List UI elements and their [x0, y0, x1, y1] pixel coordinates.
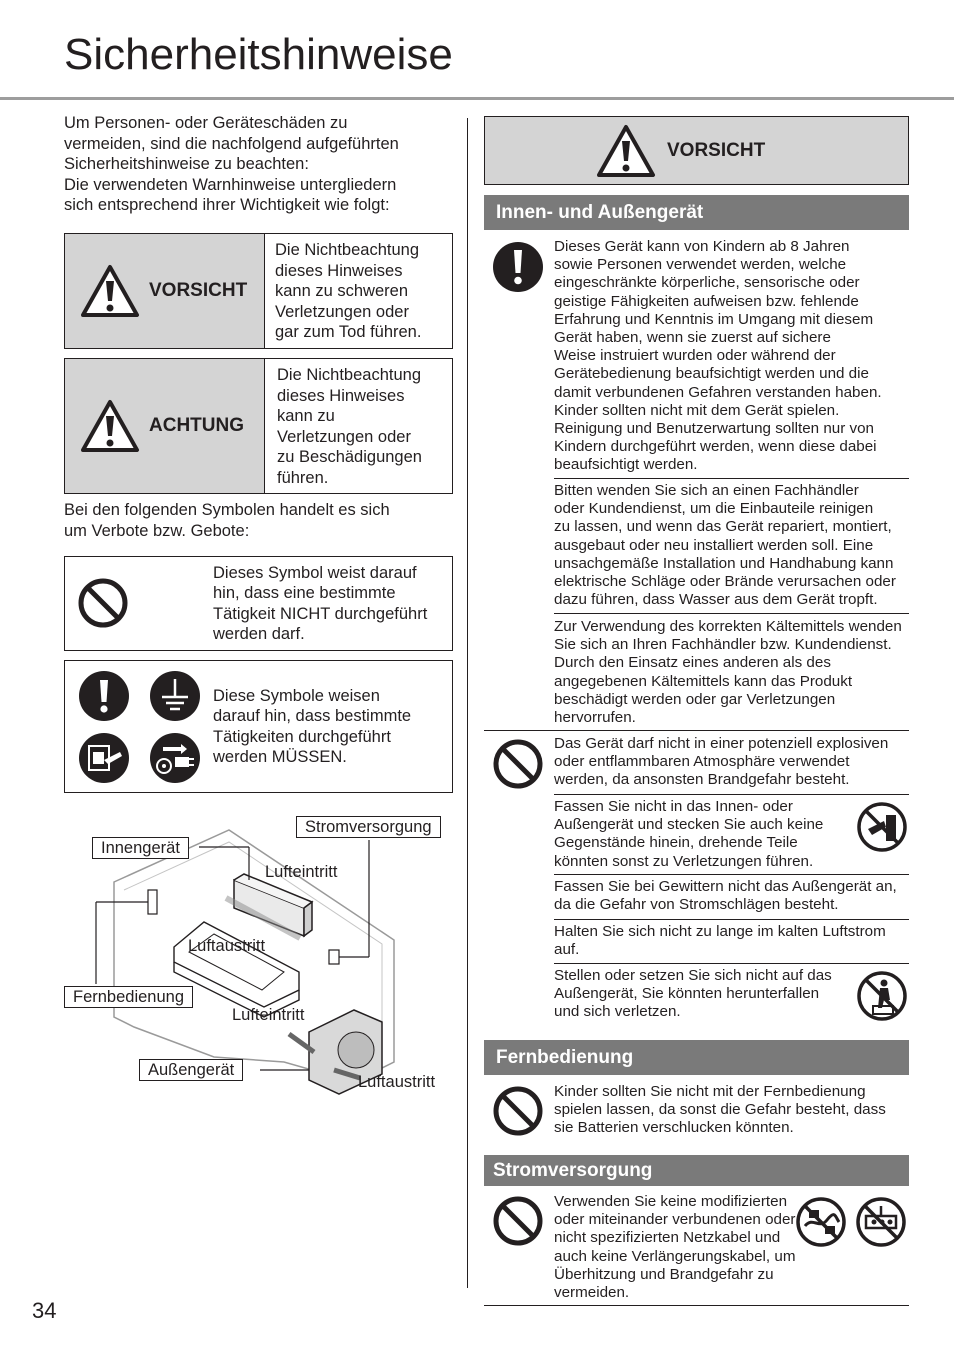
page-title: Sicherheitshinweise	[64, 30, 453, 79]
warning-triangle-icon	[79, 263, 141, 319]
text-line: da die Gefahr von Stromschlägen besteht.	[554, 896, 839, 914]
text-line: angegebenen Kältemittels kann das Produkt	[554, 672, 853, 690]
hint-refrigerant	[554, 618, 910, 727]
text-line: dieses Hinweises	[275, 261, 403, 280]
text-line: auf.	[554, 941, 580, 959]
text-line: Tätigkeiten durchgeführt	[213, 727, 391, 746]
text-line: unsachgemäße Installation und Handhabung kann	[554, 554, 894, 572]
intro-line: sich entsprechend ihrer Wichtigkeit wie folgt:	[64, 196, 390, 214]
text-line: Überhitzung und Brandgefahr zu	[554, 1265, 774, 1283]
intro-line: Um Personen- oder Geräteschäden zu	[64, 114, 348, 132]
text-line: Sie sich an Ihren Fachhändler bzw. Kundendienst.	[554, 636, 892, 654]
text-line: zu lassen, und wenn das Gerät repariert, montiert,	[554, 518, 892, 536]
intro-line: vermeiden, sind die nachfolgend aufgeführten	[64, 134, 399, 153]
vorsicht-banner-label: VORSICHT	[667, 139, 766, 161]
text-line: spielen lassen, da sonst die Gefahr besteht, dass	[554, 1101, 886, 1119]
label-stromversorgung: Stromversorgung	[296, 816, 441, 838]
section-header-strom: Stromversorgung	[484, 1155, 909, 1186]
divider	[554, 613, 909, 614]
divider	[554, 874, 909, 875]
text-line: werden darf.	[213, 625, 305, 643]
text-line: um Verbote bzw. Gebote:	[64, 521, 250, 540]
no-hand-insertion-icon	[856, 801, 908, 853]
text-line: Fassen Sie nicht in das Innen- oder	[554, 798, 793, 815]
text-line: elektrische Schläge oder Brände verursachen oder	[554, 573, 896, 591]
hint-no-standing	[554, 967, 854, 1022]
unplug-power-icon	[149, 732, 201, 784]
text-line: dieses Hinweises	[277, 386, 405, 405]
wall-socket-plug-icon	[78, 732, 130, 784]
hint-remote-batteries	[554, 1083, 910, 1138]
text-line: Dieses Symbol weist darauf	[213, 563, 417, 582]
label-luftaustritt-mid: Luftaustritt	[188, 937, 266, 955]
text-line: Dieses Gerät kann von Kindern ab 8 Jahren	[554, 238, 850, 255]
exclamation-mandatory-icon	[492, 241, 544, 293]
mandatory-icon-area	[65, 661, 211, 792]
text-line: Außengerät, Sie könnten herunterfallen	[554, 985, 820, 1003]
exclamation-mandatory-icon	[78, 670, 130, 722]
text-line: geistige Fähigkeiten aufweisen bzw. fehlende	[554, 292, 859, 310]
mandatory-legend-box	[64, 660, 453, 793]
prohibition-icon	[492, 1085, 544, 1137]
text-line: Stellen oder setzen Sie sich nicht auf das	[554, 967, 832, 984]
text-line: kann zu schweren	[275, 282, 408, 300]
hint-kids	[554, 238, 910, 475]
achtung-description	[265, 359, 452, 493]
text-line: werden, da ansonsten Brandgefahr besteht.	[554, 771, 850, 789]
text-line: beaufsichtigt werden.	[554, 456, 698, 474]
prohibition-legend-box	[64, 556, 453, 651]
hint-explosive	[554, 735, 910, 790]
text-line: Reinigung und Benutzerwartung sollten nur von	[554, 420, 874, 438]
text-line: Zur Verwendung des korrekten Kältemittels wenden	[554, 618, 902, 635]
label-lufteintritt-top: Lufteintritt	[265, 863, 338, 881]
text-line: Die Nichtbeachtung	[275, 241, 420, 259]
text-line: Gegenstände hinein, drehende Teile	[554, 834, 798, 852]
label-lufteintritt-bottom: Lufteintritt	[232, 1006, 305, 1024]
text-line: oder miteinander verbundenen oder	[554, 1211, 796, 1229]
earth-ground-icon	[149, 670, 201, 722]
no-modified-cable-icon	[795, 1196, 847, 1248]
text-line: Verwenden Sie keine modifizierten	[554, 1193, 788, 1210]
label-luftaustritt-bottom: Luftaustritt	[358, 1073, 436, 1091]
intro-text	[64, 113, 454, 216]
vorsicht-legend-label-area	[65, 234, 265, 348]
mandatory-description	[213, 661, 452, 792]
text-line: Kindern durchgeführt werden, wenn diese dabei	[554, 438, 877, 456]
text-line: sie Batterien verschlucken könnten.	[554, 1119, 794, 1137]
text-line: beschädigt werden oder gar Verletzungen	[554, 690, 836, 708]
divider	[554, 963, 909, 964]
text-line: dazu führen, dass Wasser aus dem Gerät tropft.	[554, 591, 878, 609]
hint-thunderstorm	[554, 878, 910, 914]
warning-triangle-icon	[79, 398, 141, 454]
vorsicht-banner	[484, 116, 909, 185]
text-line: eingeschränkte körperliche, sensorische oder	[554, 274, 860, 292]
text-line: damit verbundenen Gefahren verstanden haben.	[554, 383, 882, 401]
text-line: oder Kundendienst, um die Einbauteile reinigen	[554, 500, 874, 518]
text-line: führen.	[277, 468, 329, 487]
hint-dealer	[554, 482, 910, 609]
text-line: und sich verletzen.	[554, 1003, 681, 1021]
symbols-intro	[64, 500, 454, 541]
text-line: Weise instruiert wurden oder während der	[554, 347, 836, 365]
column-divider	[467, 118, 468, 1288]
divider	[484, 1305, 909, 1306]
text-line: könnten sonst zu Verletzungen führen.	[554, 852, 814, 870]
page-number: 34	[32, 1298, 57, 1323]
text-line: auch keine Verlängerungskabel, um	[554, 1247, 796, 1265]
divider	[554, 478, 909, 479]
text-line: Kinder sollten Sie nicht mit der Fernbedienung	[554, 1083, 866, 1100]
intro-line: Sicherheitshinweise zu beachten:	[64, 155, 309, 173]
text-line: Tätigkeit NICHT durchgeführt	[213, 604, 428, 623]
installation-diagram	[64, 812, 454, 1102]
text-line: kann zu	[277, 407, 335, 425]
text-line: Die Nichtbeachtung	[277, 366, 422, 384]
text-line: nicht spezifizierten Netzkabel und	[554, 1229, 781, 1247]
text-line: Durch den Einsatz eines anderen als des	[554, 654, 831, 672]
label-aussengeraet: Außengerät	[139, 1059, 243, 1081]
text-line: oder entflammbaren Atmosphäre verwendet	[554, 753, 850, 771]
text-line: Diese Symbole weisen	[213, 686, 380, 705]
prohibition-icon	[492, 1195, 544, 1247]
text-line: gar zum Tod führen.	[275, 323, 422, 341]
intro-line: Die verwendeten Warnhinweise untergliedern	[64, 175, 397, 194]
prohibition-icon	[77, 577, 129, 629]
text-line: Gerätebedienung beaufsichtigt werden und die	[554, 365, 869, 383]
text-line: zu Beschädigungen	[277, 448, 422, 466]
text-line: Das Gerät darf nicht in einer potenziell explosiven	[554, 735, 889, 752]
text-line: hin, dass eine bestimmte	[213, 584, 396, 602]
no-extension-cord-icon	[855, 1196, 907, 1248]
hint-no-touch	[554, 798, 854, 871]
prohibition-description	[213, 557, 452, 650]
text-line: darauf hin, dass bestimmte	[213, 707, 412, 725]
achtung-legend-label-area	[65, 359, 265, 493]
text-line: Bei den folgenden Symbolen handelt es sich	[64, 501, 390, 519]
vorsicht-description	[265, 234, 452, 348]
text-line: werden MÜSSEN.	[213, 748, 347, 766]
text-line: Verletzungen oder	[275, 302, 409, 321]
prohibition-icon-area	[65, 557, 211, 650]
achtung-label: ACHTUNG	[149, 415, 244, 436]
text-line: Fassen Sie bei Gewittern nicht das Außengerät an,	[554, 878, 897, 895]
text-line: Erfahrung und Kenntnis im Umgang mit diesem	[554, 310, 874, 328]
text-line: hervorrufen.	[554, 709, 636, 727]
no-climbing-icon	[856, 970, 908, 1022]
hint-cold-airflow	[554, 923, 910, 959]
text-line: Kinder sollten nicht mit dem Gerät spielen.	[554, 401, 840, 419]
vorsicht-legend-box	[64, 233, 453, 349]
text-line: Bitten wenden Sie sich an einen Fachhändler	[554, 482, 859, 499]
text-line: vermeiden.	[554, 1284, 630, 1302]
label-fernbedienung: Fernbedienung	[64, 986, 193, 1008]
divider	[484, 730, 909, 731]
section-header-innen: Innen- und Außengerät	[484, 195, 909, 230]
text-line: Halten Sie sich nicht zu lange im kalten Luftstrom	[554, 923, 886, 940]
text-line: sowie Personen verwendet werden, welche	[554, 256, 847, 274]
warning-triangle-icon	[595, 123, 657, 179]
text-line: Gerät haben, wenn sie zuerst auf sichere	[554, 329, 831, 347]
text-line: Außengerät und stecken Sie auch keine	[554, 816, 824, 834]
title-divider	[0, 97, 954, 100]
vorsicht-label: VORSICHT	[149, 280, 248, 301]
divider	[554, 919, 909, 920]
text-line: Verletzungen oder	[277, 427, 411, 446]
section-header-fern: Fernbedienung	[484, 1040, 909, 1075]
hint-power-cable	[554, 1193, 799, 1302]
label-innengeraet: Innengerät	[92, 837, 189, 859]
divider	[554, 794, 909, 795]
achtung-legend-box	[64, 358, 453, 494]
prohibition-icon	[492, 738, 544, 790]
text-line: ausgebaut oder neu installiert werden soll. Eine	[554, 536, 874, 554]
